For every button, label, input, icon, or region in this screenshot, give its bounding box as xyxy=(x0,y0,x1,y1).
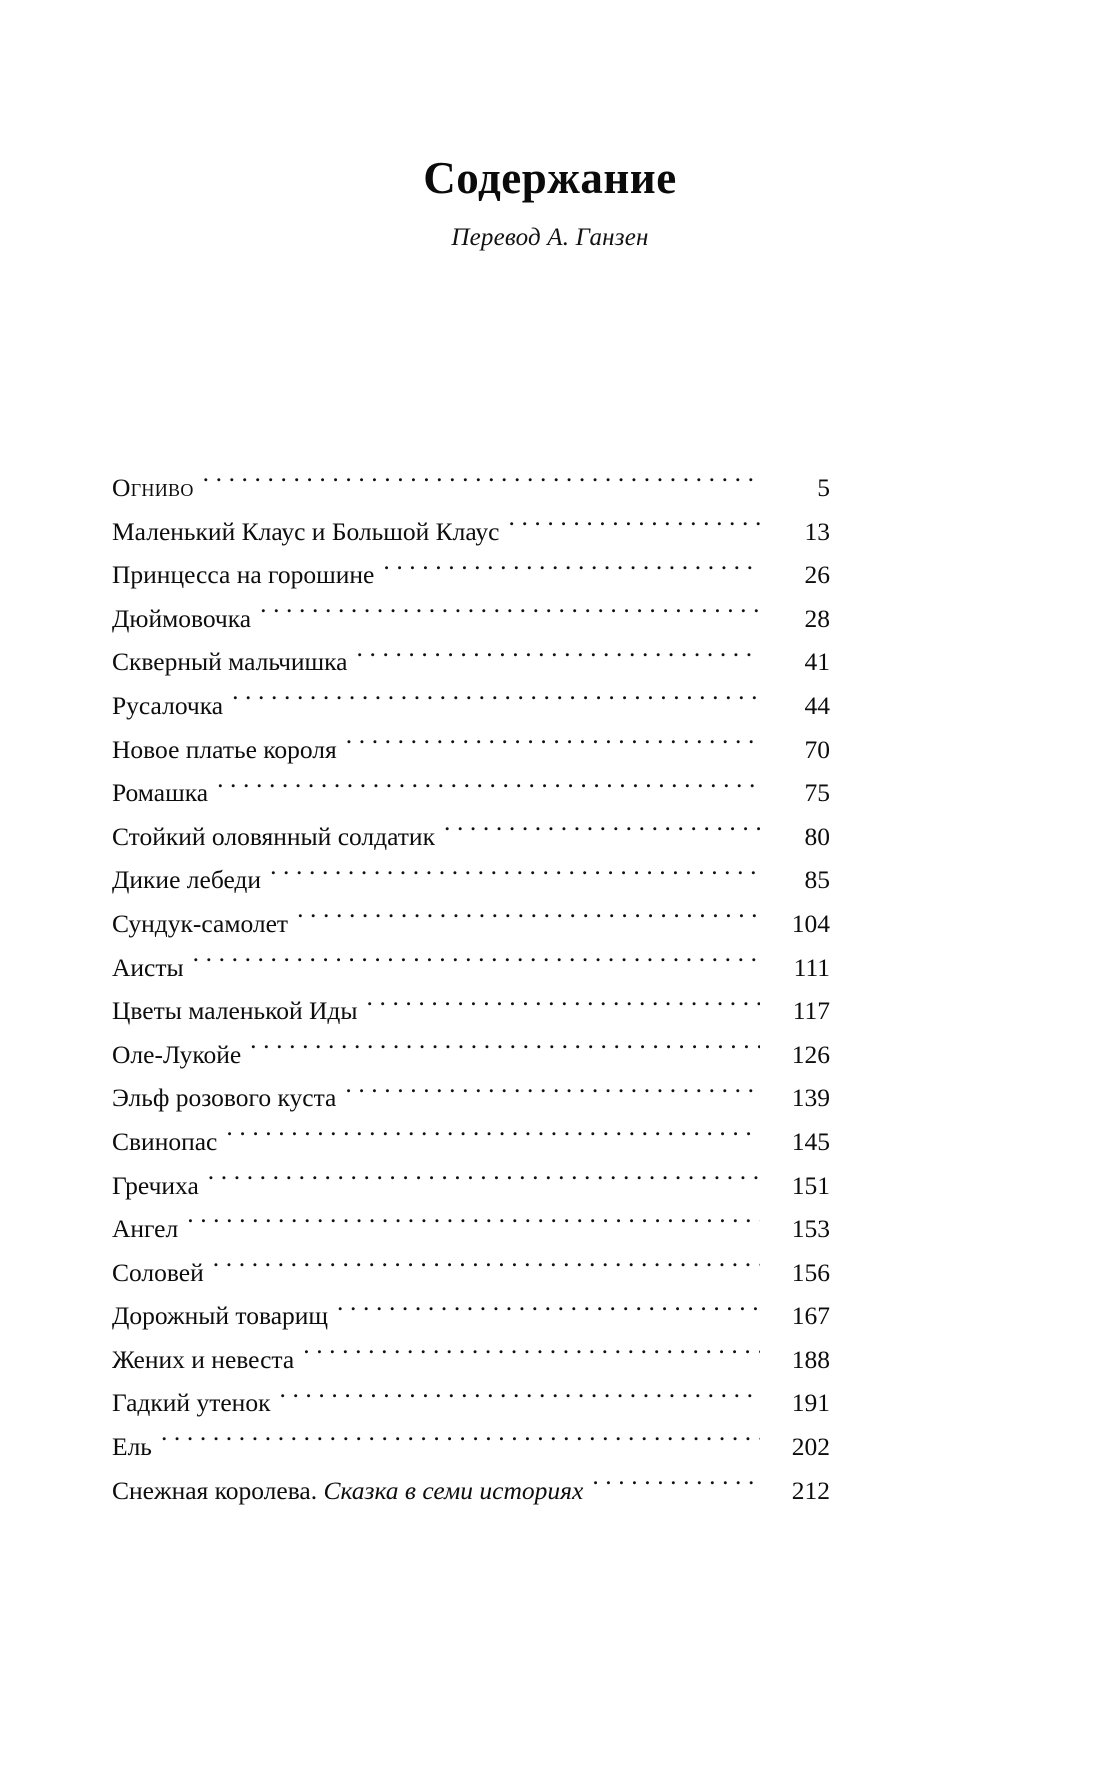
toc-leader-dots xyxy=(250,1037,760,1063)
toc-leader-dots xyxy=(161,1430,760,1456)
toc-page-number: 156 xyxy=(791,1257,830,1287)
toc-leader-dots xyxy=(187,1212,760,1238)
toc-page-number: 5 xyxy=(817,473,830,502)
toc-entry[interactable] xyxy=(112,1425,830,1469)
toc-entry[interactable] xyxy=(112,815,830,859)
toc-entry-subtitle: Сказка в семи историях xyxy=(317,1475,584,1505)
toc-page-number: 28 xyxy=(804,603,830,633)
toc-page-number: 151 xyxy=(791,1170,830,1200)
toc-page-number: 145 xyxy=(791,1126,830,1156)
toc-page-number: 70 xyxy=(804,734,830,764)
toc-leader-dots xyxy=(279,1386,760,1412)
toc-page-number: 80 xyxy=(804,821,830,851)
toc-entry-title: Дорожный товарищ xyxy=(112,1301,329,1331)
toc-leader-dots xyxy=(217,776,760,802)
toc-entry[interactable] xyxy=(112,1076,830,1120)
toc-leader-dots xyxy=(367,994,761,1020)
toc-entry[interactable] xyxy=(112,510,830,554)
toc-entry[interactable] xyxy=(112,728,830,772)
toc-page-number: 26 xyxy=(804,560,830,590)
toc-entry-title: Оле-Лукойе xyxy=(112,1039,242,1069)
toc-entry-title: Стойкий оловянный солдатик xyxy=(112,821,435,851)
toc-entry[interactable] xyxy=(112,1033,830,1077)
toc-page-number: 153 xyxy=(791,1214,830,1244)
toc-entry-title: Дикие лебеди xyxy=(112,865,262,895)
toc-leader-dots xyxy=(208,1168,760,1194)
toc-entry-title: Дюймовочка xyxy=(112,603,252,633)
toc-entry-title: Ель xyxy=(112,1432,152,1462)
toc-entry[interactable] xyxy=(112,553,830,597)
toc-entry-title: Русалочка xyxy=(112,690,224,720)
toc-entry-title: Цветы маленькой Иды xyxy=(112,996,358,1026)
toc-entry[interactable] xyxy=(112,1381,830,1425)
toc-entry-title: Принцесса на горошине xyxy=(112,560,375,590)
heading-block xyxy=(0,155,1100,252)
toc-entry-title: Огниво xyxy=(112,473,194,502)
toc-leader-dots xyxy=(337,1299,760,1325)
toc-entry[interactable] xyxy=(112,1207,830,1251)
toc-entry-title: Новое платье короля xyxy=(112,734,337,764)
toc-entry-title: Ромашка xyxy=(112,778,209,808)
toc-entry[interactable] xyxy=(112,1120,830,1164)
toc-entry[interactable] xyxy=(112,1251,830,1295)
toc-leader-dots xyxy=(592,1473,760,1499)
toc-page-number: 85 xyxy=(804,865,830,895)
toc-leader-dots xyxy=(357,645,760,671)
toc-entry-title: Ангел xyxy=(112,1214,179,1244)
toc-page-number: 139 xyxy=(791,1083,830,1113)
toc-leader-dots xyxy=(193,950,760,976)
toc-entry[interactable] xyxy=(112,1469,830,1513)
toc-entry[interactable] xyxy=(112,597,830,641)
toc-entry[interactable] xyxy=(112,1338,830,1382)
toc-entry-title: Эльф розового куста xyxy=(112,1083,337,1113)
toc-entry-title: Сундук-самолет xyxy=(112,908,289,938)
page-title: Содержание xyxy=(423,153,677,203)
toc-entry[interactable] xyxy=(112,1164,830,1208)
toc-entry-title: Снежная королева. Сказка в семи историях xyxy=(112,1475,584,1505)
toc-leader-dots xyxy=(444,819,760,845)
table-of-contents-list xyxy=(112,466,830,1512)
toc-entry-title: Гадкий утенок xyxy=(112,1388,271,1418)
toc-leader-dots xyxy=(303,1342,760,1368)
toc-entry[interactable] xyxy=(112,946,830,990)
toc-leader-dots xyxy=(345,1081,760,1107)
toc-leader-dots xyxy=(508,514,760,540)
toc-page-number: 191 xyxy=(791,1388,830,1418)
toc-entry-title: Аисты xyxy=(112,952,184,982)
toc-page-number: 117 xyxy=(792,996,830,1026)
toc-leader-dots xyxy=(232,688,760,714)
toc-entry-title: Скверный мальчишка xyxy=(112,647,348,677)
translator-credit: Перевод А. Ганзен xyxy=(451,224,649,252)
toc-page-number: 111 xyxy=(793,952,830,982)
toc-page-number: 202 xyxy=(791,1432,830,1462)
toc-entry-title: Жених и невеста xyxy=(112,1344,295,1374)
toc-entry[interactable] xyxy=(112,640,830,684)
toc-entry[interactable] xyxy=(112,771,830,815)
toc-leader-dots xyxy=(270,863,760,889)
toc-page-number: 13 xyxy=(804,516,830,546)
toc-entry[interactable] xyxy=(112,1294,830,1338)
toc-entry[interactable] xyxy=(112,902,830,946)
toc-entry-title: Маленький Клаус и Большой Клаус xyxy=(112,516,500,546)
toc-entry-title: Свинопас xyxy=(112,1126,218,1156)
toc-leader-dots xyxy=(203,471,760,497)
toc-page-number: 126 xyxy=(791,1039,830,1069)
toc-page-number: 44 xyxy=(804,690,830,720)
toc-page-number: 188 xyxy=(791,1344,830,1374)
toc-leader-dots xyxy=(383,558,760,584)
toc-page-number: 104 xyxy=(791,908,830,938)
toc-page-number: 41 xyxy=(804,647,830,677)
toc-entry[interactable] xyxy=(112,858,830,902)
toc-leader-dots xyxy=(297,906,760,932)
toc-entry-title: Гречиха xyxy=(112,1170,199,1200)
toc-leader-dots xyxy=(260,601,760,627)
toc-entry[interactable] xyxy=(112,684,830,728)
toc-page-number: 167 xyxy=(791,1301,830,1331)
toc-leader-dots xyxy=(346,732,760,758)
toc-entry[interactable] xyxy=(112,989,830,1033)
toc-leader-dots xyxy=(226,1124,760,1150)
toc-leader-dots xyxy=(213,1255,760,1281)
toc-page-number: 75 xyxy=(804,778,830,808)
toc-entry-title: Соловей xyxy=(112,1257,204,1287)
toc-entry[interactable] xyxy=(112,466,830,510)
toc-page-number: 212 xyxy=(791,1475,830,1505)
